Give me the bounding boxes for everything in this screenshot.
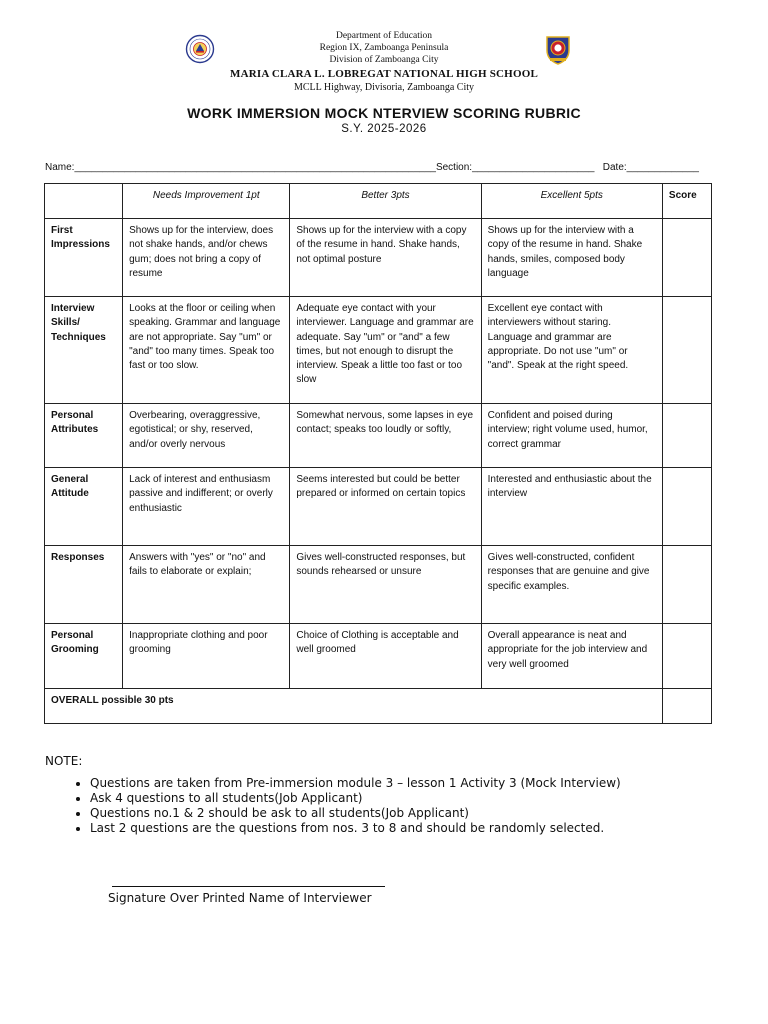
school-name: MARIA CLARA L. LOBREGAT NATIONAL HIGH SCHOOL (230, 68, 538, 80)
table-row (45, 468, 712, 546)
better-cell: Shows up for the interview with a copy of the resume in hand. Shake hands, not optimal posture (290, 219, 481, 297)
criterion-cell: Responses (45, 546, 123, 624)
signature-label: Signature Over Printed Name of Interviewer (108, 891, 372, 905)
table-row (45, 219, 712, 297)
region-name: Region IX, Zamboanga Peninsula (319, 43, 449, 53)
school-year: S.Y. 2025-2026 (341, 123, 427, 135)
score-cell[interactable] (662, 219, 711, 297)
score-cell[interactable] (662, 624, 711, 689)
scoring-rubric-table (44, 183, 712, 724)
criterion-cell: First Impressions (45, 219, 123, 297)
better-cell: Seems interested but could be better prepared or informed on certain topics (290, 468, 481, 546)
table-row (45, 546, 712, 624)
score-cell[interactable] (662, 297, 711, 404)
criterion-cell: Personal Attributes (45, 404, 123, 468)
needs-cell: Looks at the floor or ceiling when speaking. Grammar and language are not appropriate. Say "um" or "and" too many times. Speak too fast or too slow. (123, 297, 290, 404)
table-row (45, 404, 712, 468)
score-cell[interactable] (662, 546, 711, 624)
criterion-cell: Personal Grooming (45, 624, 123, 689)
department-name: Department of Education (335, 31, 433, 41)
overall-label: OVERALL possible 30 pts (45, 689, 663, 724)
needs-cell: Overbearing, overaggressive, egotistical; or shy, reserved, and/or overly nervous (123, 404, 290, 468)
notes-list (62, 776, 768, 836)
excellent-cell: Excellent eye contact with interviewers without staring. Language and grammar are appropriate. Do not use "um" or "and". Speak at the right speed. (481, 297, 662, 404)
list-item: • Questions are taken from Pre-immersion module 3 – lesson 1 Activity 3 (Mock Interview) (90, 776, 768, 791)
needs-cell: Shows up for the interview, does not shake hands, and/or chews gum; does not bring a copy of resume (123, 219, 290, 297)
list-item: • Questions no.1 & 2 should be ask to all students(Job Applicant) (90, 806, 768, 821)
header-needs-improvement: Needs Improvement 1pt (123, 184, 290, 219)
letterhead (0, 30, 768, 94)
score-cell[interactable] (662, 468, 711, 546)
table-row (45, 297, 712, 404)
score-cell[interactable] (662, 404, 711, 468)
division-name: Division of Zamboanga City (329, 55, 439, 65)
excellent-cell: Confident and poised during interview; right volume used, humor, correct grammar (481, 404, 662, 468)
better-cell: Choice of Clothing is acceptable and well groomed (290, 624, 481, 689)
table-row (45, 624, 712, 689)
needs-cell: Answers with "yes" or "no" and fails to elaborate or explain; (123, 546, 290, 624)
name-section-date-line: Name:_________________________________________________________________Section:______________________ Date:_____________ (45, 162, 699, 173)
better-cell: Gives well-constructed responses, but sounds rehearsed or unsure (290, 546, 481, 624)
document-title: WORK IMMERSION MOCK NTERVIEW SCORING RUBRIC (187, 105, 581, 121)
excellent-cell: Shows up for the interview with a copy of the resume in hand. Shake hands, smiles, composed body language (481, 219, 662, 297)
header-excellent: Excellent 5pts (481, 184, 662, 219)
header-better: Better 3pts (290, 184, 481, 219)
signature-line (112, 886, 385, 887)
note-label: NOTE: (45, 754, 83, 768)
better-cell: Somewhat nervous, some lapses in eye contact; speaks too loudly or softly, (290, 404, 481, 468)
excellent-cell: Overall appearance is neat and appropriate for the job interview and very well groomed (481, 624, 662, 689)
excellent-cell: Interested and enthusiastic about the interview (481, 468, 662, 546)
list-item: • Ask 4 questions to all students(Job Applicant) (90, 791, 768, 806)
needs-cell: Inappropriate clothing and poor grooming (123, 624, 290, 689)
criterion-cell: General Attitude (45, 468, 123, 546)
criterion-cell: Interview Skills/ Techniques (45, 297, 123, 404)
needs-cell: Lack of interest and enthusiasm passive and indifferent; or overly enthusiastic (123, 468, 290, 546)
header-score: Score (662, 184, 711, 219)
excellent-cell: Gives well-constructed, confident responses that are genuine and give specific examples. (481, 546, 662, 624)
overall-row (45, 689, 712, 724)
table-header-row (45, 184, 712, 219)
school-address: MCLL Highway, Divisoria, Zamboanga City (293, 82, 475, 93)
list-item: • Last 2 questions are the questions from nos. 3 to 8 and should be randomly selected. (90, 821, 768, 836)
header-criterion (45, 184, 123, 219)
better-cell: Adequate eye contact with your interviewer. Language and grammar are adequate. Say "um" or "and" a few times, but not enough to disrupt the interview. Speak a little too fast or too slow (290, 297, 481, 404)
overall-score-cell[interactable] (662, 689, 711, 724)
